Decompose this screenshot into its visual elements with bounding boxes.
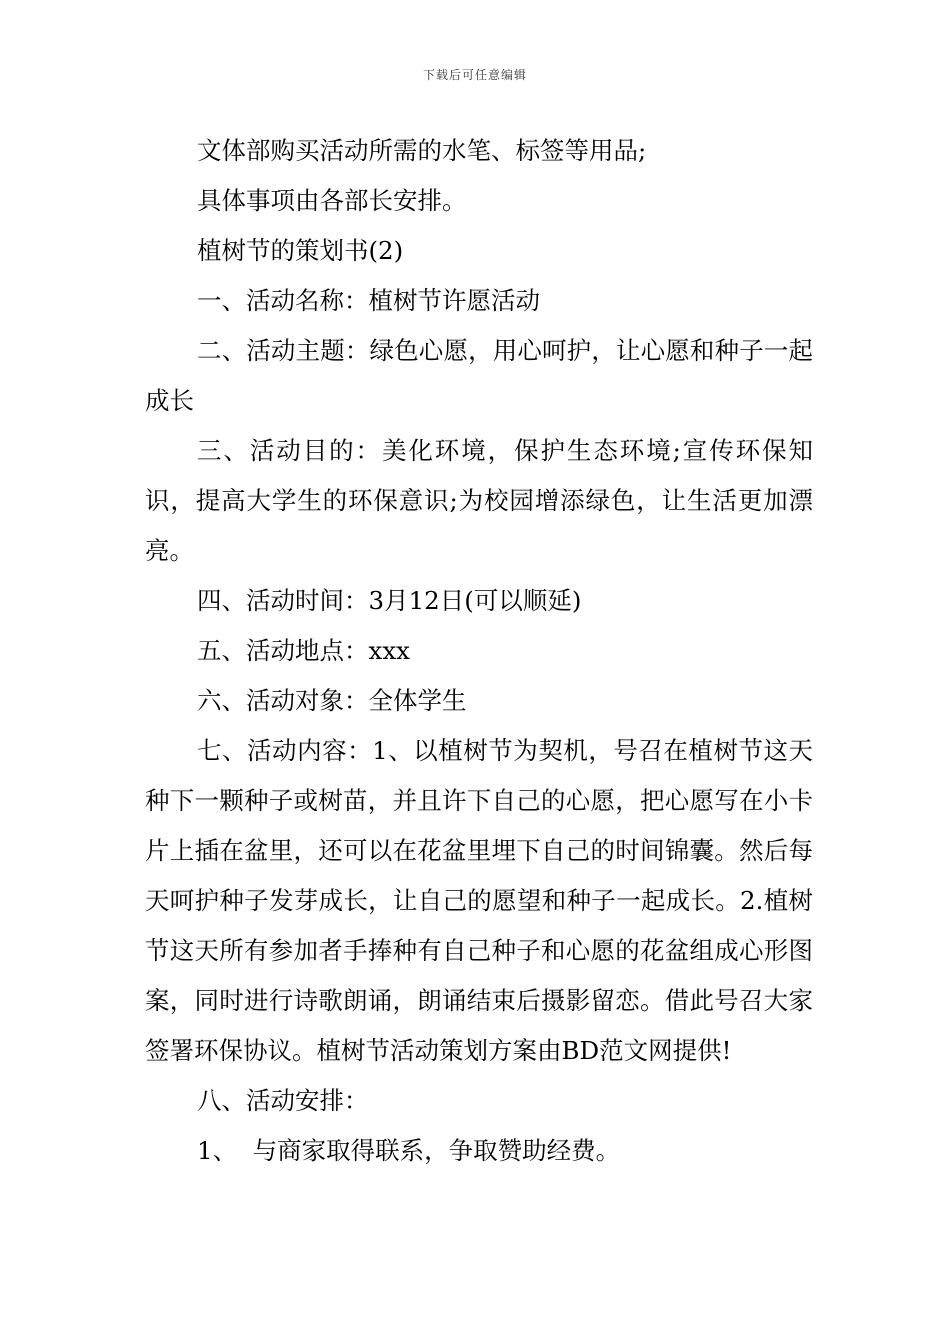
paragraph-supplies: 文体部购买活动所需的水笔、标签等用品;	[197, 136, 647, 165]
paragraph-activity-time: 四、活动时间：3月12日(可以顺延)	[197, 586, 582, 615]
page-header: 下载后可任意编辑	[422, 68, 527, 82]
section-title: 植树节的策划书(2)	[197, 236, 404, 265]
paragraph-activity-audience: 六、活动对象：全体学生	[197, 686, 467, 715]
paragraph-schedule-item-1: 1、 与商家取得联系，争取赞助经费。	[197, 1136, 621, 1165]
paragraph-activity-location: 五、活动地点：xxx	[197, 636, 410, 665]
paragraph-activity-schedule: 八、活动安排：	[197, 1086, 369, 1115]
paragraph-activity-theme: 二、活动主题：绿色心愿，用心呵护，让心愿和种子一起成长	[145, 336, 813, 415]
document-body	[145, 126, 813, 1176]
paragraph-activity-name: 一、活动名称：植树节许愿活动	[197, 286, 540, 315]
paragraph-arrangement-note: 具体事项由各部长安排。	[197, 186, 467, 215]
paragraph-activity-content: 七、活动内容：1、以植树节为契机，号召在植树节这天种下一颗种子或树苗，并且许下自己的心愿，把心愿写在小卡片上插在盆里，还可以在花盆里埋下自己的时间锦囊。然后每天呵护种子发芽成长，让自己的愿望和种子一起成长。2.植树节这天所有参加者手捧种有自己种子和心愿的花盆组成心形图案，同时进行诗歌朗诵，朗诵结束后摄影留恋。借此号召大家签署环保协议。植树节活动策划方案由BD范文网提供!	[145, 736, 813, 1065]
paragraph-activity-purpose: 三、活动目的：美化环境，保护生态环境;宣传环保知识，提高大学生的环保意识;为校园增添绿色，让生活更加漂亮。	[145, 436, 813, 565]
